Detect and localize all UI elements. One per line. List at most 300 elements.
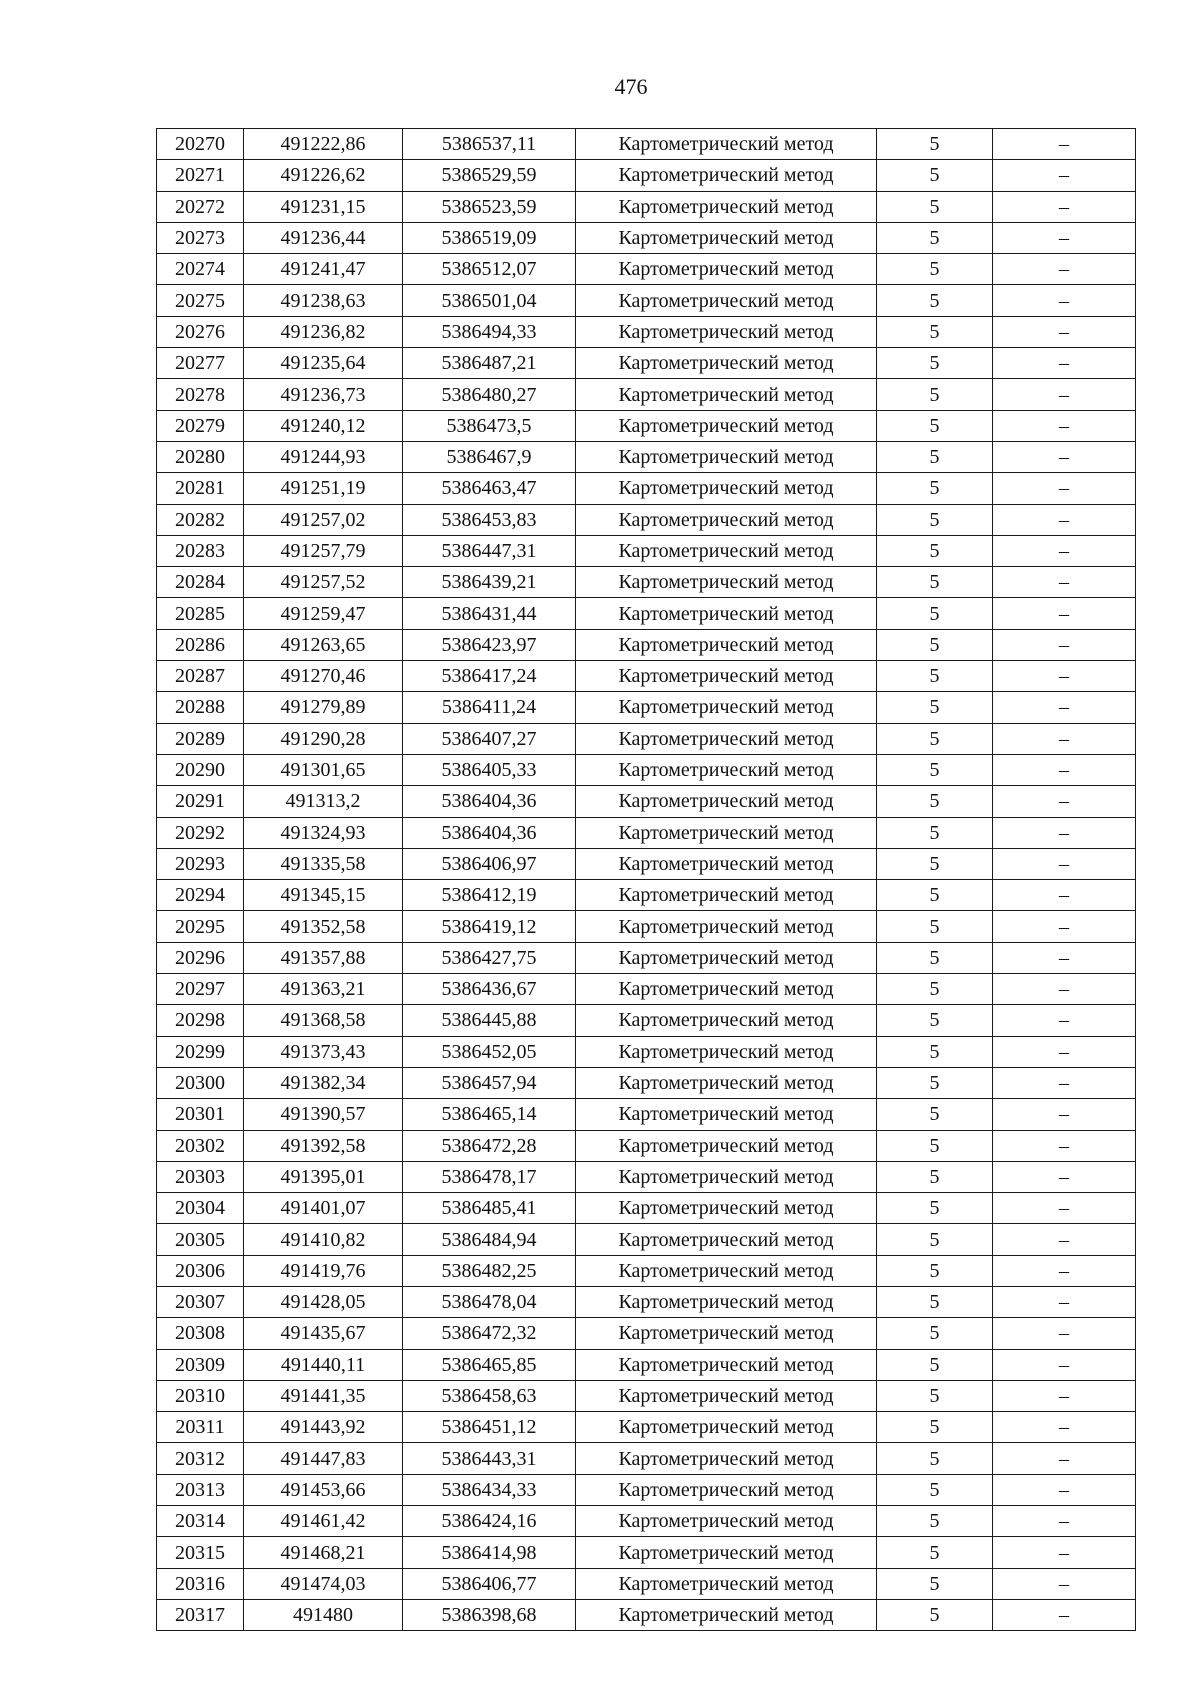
method-cell: Картометрический метод: [576, 911, 877, 942]
method-cell: Картометрический метод: [576, 1005, 877, 1036]
method-cell: Картометрический метод: [576, 848, 877, 879]
accuracy-cell: 5: [877, 567, 993, 598]
y-coordinate-cell: 5386473,5: [403, 410, 576, 441]
note-cell: –: [993, 535, 1136, 566]
table-row: [157, 817, 1136, 848]
x-coordinate-cell: 491453,66: [244, 1474, 403, 1505]
point-number-cell: 20280: [157, 441, 244, 472]
y-coordinate-cell: 5386452,05: [403, 1036, 576, 1067]
method-cell: Картометрический метод: [576, 222, 877, 253]
x-coordinate-cell: 491461,42: [244, 1506, 403, 1537]
note-cell: –: [993, 410, 1136, 441]
note-cell: –: [993, 1255, 1136, 1286]
table-row: [157, 880, 1136, 911]
point-number-cell: 20283: [157, 535, 244, 566]
accuracy-cell: 5: [877, 1506, 993, 1537]
table-row: [157, 974, 1136, 1005]
method-cell: Картометрический метод: [576, 129, 877, 160]
y-coordinate-cell: 5386424,16: [403, 1506, 576, 1537]
note-cell: –: [993, 129, 1136, 160]
x-coordinate-cell: 491468,21: [244, 1537, 403, 1568]
note-cell: –: [993, 974, 1136, 1005]
accuracy-cell: 5: [877, 661, 993, 692]
accuracy-cell: 5: [877, 1568, 993, 1599]
table-row: [157, 567, 1136, 598]
method-cell: Картометрический метод: [576, 567, 877, 598]
note-cell: –: [993, 598, 1136, 629]
y-coordinate-cell: 5386465,14: [403, 1099, 576, 1130]
point-number-cell: 20273: [157, 222, 244, 253]
method-cell: Картометрический метод: [576, 191, 877, 222]
method-cell: Картометрический метод: [576, 817, 877, 848]
x-coordinate-cell: 491222,86: [244, 129, 403, 160]
note-cell: –: [993, 285, 1136, 316]
note-cell: –: [993, 848, 1136, 879]
point-number-cell: 20285: [157, 598, 244, 629]
table-row: [157, 1067, 1136, 1098]
x-coordinate-cell: 491279,89: [244, 692, 403, 723]
y-coordinate-cell: 5386472,28: [403, 1130, 576, 1161]
note-cell: –: [993, 1349, 1136, 1380]
table-row: [157, 848, 1136, 879]
method-cell: Картометрический метод: [576, 1412, 877, 1443]
x-coordinate-cell: 491441,35: [244, 1380, 403, 1411]
accuracy-cell: 5: [877, 1537, 993, 1568]
y-coordinate-cell: 5386458,63: [403, 1380, 576, 1411]
table-row: [157, 786, 1136, 817]
method-cell: Картометрический метод: [576, 880, 877, 911]
accuracy-cell: 5: [877, 1099, 993, 1130]
table-row: [157, 723, 1136, 754]
method-cell: Картометрический метод: [576, 1224, 877, 1255]
y-coordinate-cell: 5386405,33: [403, 754, 576, 785]
table-row: [157, 1161, 1136, 1192]
y-coordinate-cell: 5386451,12: [403, 1412, 576, 1443]
accuracy-cell: 5: [877, 1349, 993, 1380]
point-number-cell: 20281: [157, 473, 244, 504]
table-row: [157, 160, 1136, 191]
x-coordinate-cell: 491474,03: [244, 1568, 403, 1599]
table-row: [157, 535, 1136, 566]
point-number-cell: 20272: [157, 191, 244, 222]
point-number-cell: 20289: [157, 723, 244, 754]
accuracy-cell: 5: [877, 942, 993, 973]
point-number-cell: 20288: [157, 692, 244, 723]
table-row: [157, 129, 1136, 160]
table-row: [157, 661, 1136, 692]
x-coordinate-cell: 491236,82: [244, 316, 403, 347]
y-coordinate-cell: 5386537,11: [403, 129, 576, 160]
accuracy-cell: 5: [877, 254, 993, 285]
x-coordinate-cell: 491395,01: [244, 1161, 403, 1192]
x-coordinate-cell: 491236,44: [244, 222, 403, 253]
x-coordinate-cell: 491373,43: [244, 1036, 403, 1067]
note-cell: –: [993, 1130, 1136, 1161]
note-cell: –: [993, 348, 1136, 379]
point-number-cell: 20278: [157, 379, 244, 410]
table-row: [157, 911, 1136, 942]
method-cell: Картометрический метод: [576, 1161, 877, 1192]
accuracy-cell: 5: [877, 316, 993, 347]
y-coordinate-cell: 5386463,47: [403, 473, 576, 504]
point-number-cell: 20297: [157, 974, 244, 1005]
accuracy-cell: 5: [877, 629, 993, 660]
point-number-cell: 20287: [157, 661, 244, 692]
accuracy-cell: 5: [877, 1161, 993, 1192]
y-coordinate-cell: 5386398,68: [403, 1599, 576, 1630]
point-number-cell: 20277: [157, 348, 244, 379]
y-coordinate-cell: 5386411,24: [403, 692, 576, 723]
x-coordinate-cell: 491263,65: [244, 629, 403, 660]
accuracy-cell: 5: [877, 1599, 993, 1630]
point-number-cell: 20302: [157, 1130, 244, 1161]
method-cell: Картометрический метод: [576, 316, 877, 347]
table-row: [157, 1506, 1136, 1537]
coordinates-table: [156, 128, 1136, 1631]
x-coordinate-cell: 491419,76: [244, 1255, 403, 1286]
table-row: [157, 1349, 1136, 1380]
table-row: [157, 1286, 1136, 1317]
table-row: [157, 629, 1136, 660]
x-coordinate-cell: 491363,21: [244, 974, 403, 1005]
method-cell: Картометрический метод: [576, 160, 877, 191]
point-number-cell: 20270: [157, 129, 244, 160]
point-number-cell: 20298: [157, 1005, 244, 1036]
method-cell: Картометрический метод: [576, 942, 877, 973]
x-coordinate-cell: 491401,07: [244, 1193, 403, 1224]
method-cell: Картометрический метод: [576, 1036, 877, 1067]
table-row: [157, 254, 1136, 285]
y-coordinate-cell: 5386406,77: [403, 1568, 576, 1599]
note-cell: –: [993, 504, 1136, 535]
note-cell: –: [993, 1224, 1136, 1255]
method-cell: Картометрический метод: [576, 254, 877, 285]
accuracy-cell: 5: [877, 441, 993, 472]
point-number-cell: 20305: [157, 1224, 244, 1255]
note-cell: –: [993, 1412, 1136, 1443]
method-cell: Картометрический метод: [576, 410, 877, 441]
point-number-cell: 20310: [157, 1380, 244, 1411]
y-coordinate-cell: 5386412,19: [403, 880, 576, 911]
table-row: [157, 222, 1136, 253]
table-row: [157, 1224, 1136, 1255]
y-coordinate-cell: 5386434,33: [403, 1474, 576, 1505]
x-coordinate-cell: 491244,93: [244, 441, 403, 472]
note-cell: –: [993, 567, 1136, 598]
x-coordinate-cell: 491235,64: [244, 348, 403, 379]
accuracy-cell: 5: [877, 786, 993, 817]
accuracy-cell: 5: [877, 1005, 993, 1036]
note-cell: –: [993, 1506, 1136, 1537]
x-coordinate-cell: 491428,05: [244, 1286, 403, 1317]
y-coordinate-cell: 5386465,85: [403, 1349, 576, 1380]
x-coordinate-cell: 491352,58: [244, 911, 403, 942]
point-number-cell: 20295: [157, 911, 244, 942]
x-coordinate-cell: 491447,83: [244, 1443, 403, 1474]
note-cell: –: [993, 1443, 1136, 1474]
point-number-cell: 20317: [157, 1599, 244, 1630]
note-cell: –: [993, 786, 1136, 817]
point-number-cell: 20313: [157, 1474, 244, 1505]
x-coordinate-cell: 491440,11: [244, 1349, 403, 1380]
accuracy-cell: 5: [877, 1255, 993, 1286]
y-coordinate-cell: 5386407,27: [403, 723, 576, 754]
note-cell: –: [993, 473, 1136, 504]
x-coordinate-cell: 491443,92: [244, 1412, 403, 1443]
accuracy-cell: 5: [877, 1443, 993, 1474]
coordinates-table-body: [157, 129, 1136, 1631]
accuracy-cell: 5: [877, 410, 993, 441]
y-coordinate-cell: 5386501,04: [403, 285, 576, 316]
point-number-cell: 20292: [157, 817, 244, 848]
accuracy-cell: 5: [877, 598, 993, 629]
y-coordinate-cell: 5386423,97: [403, 629, 576, 660]
x-coordinate-cell: 491226,62: [244, 160, 403, 191]
accuracy-cell: 5: [877, 222, 993, 253]
accuracy-cell: 5: [877, 1474, 993, 1505]
y-coordinate-cell: 5386404,36: [403, 786, 576, 817]
note-cell: –: [993, 1380, 1136, 1411]
x-coordinate-cell: 491290,28: [244, 723, 403, 754]
method-cell: Картометрический метод: [576, 441, 877, 472]
x-coordinate-cell: 491313,2: [244, 786, 403, 817]
note-cell: –: [993, 441, 1136, 472]
accuracy-cell: 5: [877, 379, 993, 410]
y-coordinate-cell: 5386406,97: [403, 848, 576, 879]
x-coordinate-cell: 491257,02: [244, 504, 403, 535]
table-row: [157, 1537, 1136, 1568]
table-row: [157, 1568, 1136, 1599]
table-row: [157, 1130, 1136, 1161]
y-coordinate-cell: 5386443,31: [403, 1443, 576, 1474]
table-row: [157, 942, 1136, 973]
table-row: [157, 316, 1136, 347]
point-number-cell: 20293: [157, 848, 244, 879]
note-cell: –: [993, 222, 1136, 253]
method-cell: Картометрический метод: [576, 692, 877, 723]
y-coordinate-cell: 5386529,59: [403, 160, 576, 191]
method-cell: Картометрический метод: [576, 786, 877, 817]
note-cell: –: [993, 880, 1136, 911]
point-number-cell: 20303: [157, 1161, 244, 1192]
accuracy-cell: 5: [877, 754, 993, 785]
method-cell: Картометрический метод: [576, 1380, 877, 1411]
accuracy-cell: 5: [877, 692, 993, 723]
method-cell: Картометрический метод: [576, 661, 877, 692]
point-number-cell: 20301: [157, 1099, 244, 1130]
accuracy-cell: 5: [877, 1067, 993, 1098]
point-number-cell: 20311: [157, 1412, 244, 1443]
accuracy-cell: 5: [877, 1286, 993, 1317]
accuracy-cell: 5: [877, 974, 993, 1005]
point-number-cell: 20307: [157, 1286, 244, 1317]
point-number-cell: 20299: [157, 1036, 244, 1067]
y-coordinate-cell: 5386478,04: [403, 1286, 576, 1317]
point-number-cell: 20294: [157, 880, 244, 911]
note-cell: –: [993, 723, 1136, 754]
x-coordinate-cell: 491241,47: [244, 254, 403, 285]
accuracy-cell: 5: [877, 1380, 993, 1411]
method-cell: Картометрический метод: [576, 1568, 877, 1599]
point-number-cell: 20314: [157, 1506, 244, 1537]
x-coordinate-cell: 491357,88: [244, 942, 403, 973]
note-cell: –: [993, 1599, 1136, 1630]
y-coordinate-cell: 5386480,27: [403, 379, 576, 410]
y-coordinate-cell: 5386485,41: [403, 1193, 576, 1224]
point-number-cell: 20306: [157, 1255, 244, 1286]
accuracy-cell: 5: [877, 1224, 993, 1255]
note-cell: –: [993, 1161, 1136, 1192]
table-row: [157, 379, 1136, 410]
table-row: [157, 1036, 1136, 1067]
table-row: [157, 1474, 1136, 1505]
note-cell: –: [993, 1036, 1136, 1067]
table-row: [157, 1193, 1136, 1224]
point-number-cell: 20296: [157, 942, 244, 973]
point-number-cell: 20309: [157, 1349, 244, 1380]
method-cell: Картометрический метод: [576, 1286, 877, 1317]
table-row: [157, 1380, 1136, 1411]
note-cell: –: [993, 379, 1136, 410]
method-cell: Картометрический метод: [576, 1474, 877, 1505]
accuracy-cell: 5: [877, 504, 993, 535]
accuracy-cell: 5: [877, 848, 993, 879]
accuracy-cell: 5: [877, 535, 993, 566]
note-cell: –: [993, 754, 1136, 785]
point-number-cell: 20300: [157, 1067, 244, 1098]
y-coordinate-cell: 5386417,24: [403, 661, 576, 692]
note-cell: –: [993, 692, 1136, 723]
note-cell: –: [993, 316, 1136, 347]
note-cell: –: [993, 629, 1136, 660]
accuracy-cell: 5: [877, 129, 993, 160]
point-number-cell: 20276: [157, 316, 244, 347]
note-cell: –: [993, 942, 1136, 973]
accuracy-cell: 5: [877, 817, 993, 848]
x-coordinate-cell: 491240,12: [244, 410, 403, 441]
x-coordinate-cell: 491257,52: [244, 567, 403, 598]
point-number-cell: 20304: [157, 1193, 244, 1224]
note-cell: –: [993, 1568, 1136, 1599]
x-coordinate-cell: 491236,73: [244, 379, 403, 410]
y-coordinate-cell: 5386487,21: [403, 348, 576, 379]
point-number-cell: 20279: [157, 410, 244, 441]
method-cell: Картометрический метод: [576, 1193, 877, 1224]
y-coordinate-cell: 5386436,67: [403, 974, 576, 1005]
point-number-cell: 20271: [157, 160, 244, 191]
x-coordinate-cell: 491435,67: [244, 1318, 403, 1349]
y-coordinate-cell: 5386472,32: [403, 1318, 576, 1349]
point-number-cell: 20308: [157, 1318, 244, 1349]
method-cell: Картометрический метод: [576, 379, 877, 410]
method-cell: Картометрический метод: [576, 1130, 877, 1161]
x-coordinate-cell: 491324,93: [244, 817, 403, 848]
point-number-cell: 20284: [157, 567, 244, 598]
note-cell: –: [993, 160, 1136, 191]
page-number: 476: [614, 74, 648, 99]
point-number-cell: 20290: [157, 754, 244, 785]
y-coordinate-cell: 5386419,12: [403, 911, 576, 942]
y-coordinate-cell: 5386427,75: [403, 942, 576, 973]
y-coordinate-cell: 5386512,07: [403, 254, 576, 285]
table-row: [157, 191, 1136, 222]
method-cell: Картометрический метод: [576, 285, 877, 316]
x-coordinate-cell: 491259,47: [244, 598, 403, 629]
table-row: [157, 598, 1136, 629]
y-coordinate-cell: 5386519,09: [403, 222, 576, 253]
x-coordinate-cell: 491368,58: [244, 1005, 403, 1036]
x-coordinate-cell: 491345,15: [244, 880, 403, 911]
accuracy-cell: 5: [877, 723, 993, 754]
accuracy-cell: 5: [877, 285, 993, 316]
x-coordinate-cell: 491257,79: [244, 535, 403, 566]
note-cell: –: [993, 1067, 1136, 1098]
method-cell: Картометрический метод: [576, 629, 877, 660]
y-coordinate-cell: 5386447,31: [403, 535, 576, 566]
table-row: [157, 1318, 1136, 1349]
y-coordinate-cell: 5386484,94: [403, 1224, 576, 1255]
y-coordinate-cell: 5386523,59: [403, 191, 576, 222]
note-cell: –: [993, 1005, 1136, 1036]
y-coordinate-cell: 5386457,94: [403, 1067, 576, 1098]
point-number-cell: 20274: [157, 254, 244, 285]
table-row: [157, 1443, 1136, 1474]
method-cell: Картометрический метод: [576, 1255, 877, 1286]
table-row: [157, 285, 1136, 316]
table-row: [157, 410, 1136, 441]
y-coordinate-cell: 5386414,98: [403, 1537, 576, 1568]
y-coordinate-cell: 5386482,25: [403, 1255, 576, 1286]
method-cell: Картометрический метод: [576, 1099, 877, 1130]
note-cell: –: [993, 1286, 1136, 1317]
x-coordinate-cell: 491301,65: [244, 754, 403, 785]
table-row: [157, 441, 1136, 472]
method-cell: Картометрический метод: [576, 598, 877, 629]
y-coordinate-cell: 5386478,17: [403, 1161, 576, 1192]
note-cell: –: [993, 1537, 1136, 1568]
accuracy-cell: 5: [877, 1412, 993, 1443]
accuracy-cell: 5: [877, 160, 993, 191]
note-cell: –: [993, 911, 1136, 942]
note-cell: –: [993, 817, 1136, 848]
method-cell: Картометрический метод: [576, 1599, 877, 1630]
table-row: [157, 1099, 1136, 1130]
note-cell: –: [993, 1318, 1136, 1349]
x-coordinate-cell: 491270,46: [244, 661, 403, 692]
table-row: [157, 348, 1136, 379]
y-coordinate-cell: 5386431,44: [403, 598, 576, 629]
accuracy-cell: 5: [877, 1193, 993, 1224]
method-cell: Картометрический метод: [576, 1318, 877, 1349]
note-cell: –: [993, 254, 1136, 285]
x-coordinate-cell: 491410,82: [244, 1224, 403, 1255]
table-row: [157, 692, 1136, 723]
point-number-cell: 20286: [157, 629, 244, 660]
accuracy-cell: 5: [877, 348, 993, 379]
table-row: [157, 1412, 1136, 1443]
method-cell: Картометрический метод: [576, 723, 877, 754]
x-coordinate-cell: 491480: [244, 1599, 403, 1630]
point-number-cell: 20312: [157, 1443, 244, 1474]
y-coordinate-cell: 5386445,88: [403, 1005, 576, 1036]
x-coordinate-cell: 491392,58: [244, 1130, 403, 1161]
table-row: [157, 504, 1136, 535]
point-number-cell: 20282: [157, 504, 244, 535]
y-coordinate-cell: 5386439,21: [403, 567, 576, 598]
table-row: [157, 754, 1136, 785]
table-row: [157, 1599, 1136, 1630]
point-number-cell: 20275: [157, 285, 244, 316]
